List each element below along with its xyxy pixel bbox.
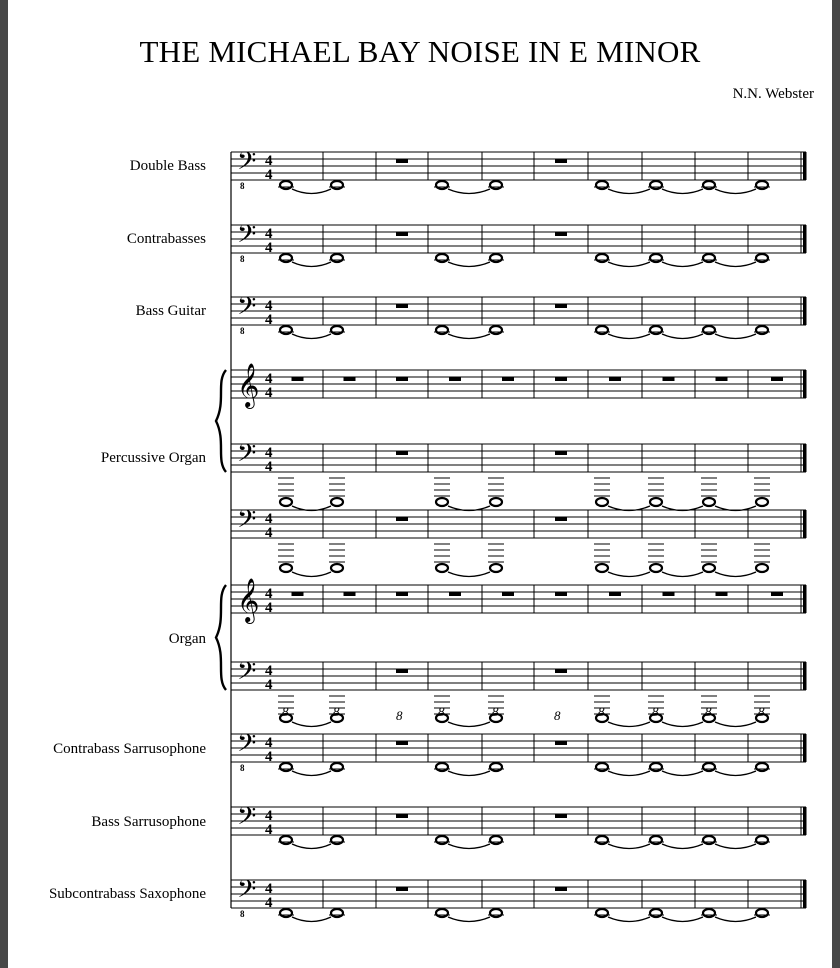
whole-note xyxy=(596,763,608,771)
whole-rest xyxy=(555,887,567,891)
tie-slur xyxy=(715,771,756,776)
tie-slur xyxy=(662,334,703,339)
whole-note xyxy=(756,254,768,262)
whole-note xyxy=(436,254,448,262)
tie-slur xyxy=(715,844,756,849)
ottava-8: 8 xyxy=(652,704,659,719)
tie-slur xyxy=(292,917,331,922)
time-signature-top: 4 xyxy=(265,663,273,679)
whole-note xyxy=(596,326,608,334)
time-signature-top: 4 xyxy=(265,298,273,314)
whole-note xyxy=(436,564,448,572)
whole-note xyxy=(331,326,343,334)
ottava-8: 8 xyxy=(758,704,765,719)
whole-note xyxy=(650,836,662,844)
ottava-8: 8 xyxy=(598,704,605,719)
tie-slur xyxy=(448,771,490,776)
ottava-8: 8 xyxy=(396,708,403,723)
time-signature-bottom: 4 xyxy=(265,822,273,838)
time-signature-bottom: 4 xyxy=(265,525,273,541)
instrument-label-organ: Organ xyxy=(168,631,206,647)
final-barline-thick xyxy=(803,807,807,835)
tie-slur xyxy=(662,262,703,267)
final-barline-thick xyxy=(803,662,807,690)
tie-slur xyxy=(608,189,650,194)
whole-rest xyxy=(502,377,514,381)
time-signature-top: 4 xyxy=(265,226,273,242)
tie-slur xyxy=(662,572,703,577)
whole-note xyxy=(596,181,608,189)
whole-note xyxy=(436,326,448,334)
whole-note xyxy=(650,254,662,262)
treble-clef-icon: 𝄞 xyxy=(237,365,260,407)
time-signature-bottom: 4 xyxy=(265,312,273,328)
whole-rest xyxy=(609,377,621,381)
whole-rest xyxy=(555,517,567,521)
whole-note xyxy=(331,254,343,262)
whole-note xyxy=(756,836,768,844)
whole-note xyxy=(490,909,502,917)
instrument-label-bass-sarrusophone: Bass Sarrusophone xyxy=(91,814,206,830)
final-barline-thick xyxy=(803,152,807,180)
tie-slur xyxy=(448,917,490,922)
ottava-8: 8 xyxy=(492,704,499,719)
tie-slur xyxy=(715,262,756,267)
final-barline-thick xyxy=(803,370,807,398)
time-signature-top: 4 xyxy=(265,586,273,602)
time-signature-top: 4 xyxy=(265,153,273,169)
whole-note xyxy=(331,564,343,572)
final-barline-thick xyxy=(803,444,807,472)
tie-slur xyxy=(292,844,331,849)
tie-slur xyxy=(448,844,490,849)
clef-octave-8: 8 xyxy=(240,763,245,773)
whole-rest xyxy=(716,592,728,596)
instrument-label-double-bass: Double Bass xyxy=(129,158,206,174)
whole-note xyxy=(756,498,768,506)
whole-rest xyxy=(502,592,514,596)
whole-rest xyxy=(396,304,408,308)
tie-slur xyxy=(715,917,756,922)
time-signature-top: 4 xyxy=(265,735,273,751)
time-signature-top: 4 xyxy=(265,371,273,387)
whole-rest xyxy=(555,232,567,236)
whole-note xyxy=(331,763,343,771)
ottava-8: 8 xyxy=(554,708,561,723)
whole-note xyxy=(280,909,292,917)
tie-slur xyxy=(448,189,490,194)
whole-note xyxy=(596,254,608,262)
whole-rest xyxy=(555,669,567,673)
instrument-label-subcontrabass-saxophone: Subcontrabass Saxophone xyxy=(48,886,206,902)
whole-rest xyxy=(555,451,567,455)
whole-note xyxy=(756,326,768,334)
tie-slur xyxy=(448,262,490,267)
whole-note xyxy=(490,763,502,771)
whole-note xyxy=(596,498,608,506)
whole-rest xyxy=(716,377,728,381)
whole-rest xyxy=(771,377,783,381)
final-barline-thick xyxy=(803,734,807,762)
whole-rest xyxy=(663,592,675,596)
tie-slur xyxy=(608,572,650,577)
whole-note xyxy=(703,836,715,844)
clef-octave-8: 8 xyxy=(240,909,245,919)
whole-note xyxy=(280,836,292,844)
tie-slur xyxy=(608,771,650,776)
tie-slur xyxy=(608,334,650,339)
bass-clef-icon: 𝄢 xyxy=(237,293,257,326)
instrument-label-contrabasses: Contrabasses xyxy=(126,231,206,247)
ottava-8: 8 xyxy=(705,704,712,719)
whole-note xyxy=(756,763,768,771)
whole-note xyxy=(703,254,715,262)
tie-slur xyxy=(608,917,650,922)
whole-note xyxy=(650,909,662,917)
clef-octave-8: 8 xyxy=(240,181,245,191)
whole-note xyxy=(756,909,768,917)
time-signature-bottom: 4 xyxy=(265,749,273,765)
whole-rest xyxy=(771,592,783,596)
whole-note xyxy=(490,498,502,506)
bass-clef-icon: 𝄢 xyxy=(237,730,257,763)
whole-rest xyxy=(396,741,408,745)
brace-organ xyxy=(216,585,226,690)
whole-note xyxy=(280,254,292,262)
whole-note xyxy=(490,564,502,572)
tie-slur xyxy=(608,844,650,849)
whole-note xyxy=(280,326,292,334)
whole-rest xyxy=(449,592,461,596)
whole-rest xyxy=(555,304,567,308)
whole-rest xyxy=(396,814,408,818)
clef-octave-8: 8 xyxy=(240,326,245,336)
whole-note xyxy=(331,498,343,506)
bass-clef-icon: 𝄢 xyxy=(237,876,257,909)
tie-slur xyxy=(715,334,756,339)
whole-rest xyxy=(396,592,408,596)
whole-note xyxy=(436,836,448,844)
whole-note xyxy=(331,909,343,917)
tie-slur xyxy=(662,917,703,922)
whole-note xyxy=(436,763,448,771)
final-barline-thick xyxy=(803,297,807,325)
whole-note xyxy=(280,564,292,572)
tie-slur xyxy=(292,722,331,727)
whole-note xyxy=(331,836,343,844)
whole-note xyxy=(490,836,502,844)
whole-note xyxy=(331,181,343,189)
treble-clef-icon: 𝄞 xyxy=(237,580,260,622)
whole-note xyxy=(596,909,608,917)
whole-note xyxy=(756,181,768,189)
time-signature-bottom: 4 xyxy=(265,459,273,475)
ottava-8: 8 xyxy=(438,704,445,719)
bass-clef-icon: 𝄢 xyxy=(237,658,257,691)
whole-rest xyxy=(396,159,408,163)
whole-note xyxy=(280,498,292,506)
time-signature-bottom: 4 xyxy=(265,895,273,911)
whole-note xyxy=(703,763,715,771)
whole-rest xyxy=(555,592,567,596)
tie-slur xyxy=(608,722,650,727)
final-barline-thick xyxy=(803,880,807,908)
ottava-8: 8 xyxy=(282,704,289,719)
score-system xyxy=(8,0,832,968)
whole-rest xyxy=(344,592,356,596)
instrument-label-bass-guitar: Bass Guitar xyxy=(135,303,206,319)
whole-note xyxy=(280,763,292,771)
whole-note xyxy=(650,564,662,572)
bass-clef-icon: 𝄢 xyxy=(237,803,257,836)
whole-note xyxy=(756,564,768,572)
whole-rest xyxy=(449,377,461,381)
final-barline-thick xyxy=(803,585,807,613)
time-signature-bottom: 4 xyxy=(265,385,273,401)
time-signature-bottom: 4 xyxy=(265,167,273,183)
whole-note xyxy=(703,326,715,334)
whole-note xyxy=(436,181,448,189)
whole-rest xyxy=(396,887,408,891)
whole-note xyxy=(490,181,502,189)
whole-note xyxy=(596,564,608,572)
tie-slur xyxy=(662,844,703,849)
bass-clef-icon: 𝄢 xyxy=(237,440,257,473)
time-signature-top: 4 xyxy=(265,511,273,527)
clef-octave-8: 8 xyxy=(240,254,245,264)
tie-slur xyxy=(448,722,490,727)
whole-rest xyxy=(555,377,567,381)
score-page xyxy=(8,0,832,968)
tie-slur xyxy=(662,189,703,194)
whole-note xyxy=(596,836,608,844)
time-signature-top: 4 xyxy=(265,881,273,897)
whole-note xyxy=(703,181,715,189)
whole-note xyxy=(436,498,448,506)
whole-rest xyxy=(292,592,304,596)
bass-clef-icon: 𝄢 xyxy=(237,221,257,254)
whole-note xyxy=(650,326,662,334)
tie-slur xyxy=(292,771,331,776)
whole-rest xyxy=(396,232,408,236)
time-signature-top: 4 xyxy=(265,445,273,461)
whole-rest xyxy=(396,669,408,673)
tie-slur xyxy=(662,722,703,727)
score-title: THE MICHAEL BAY NOISE IN E MINOR xyxy=(139,34,701,69)
whole-rest xyxy=(555,159,567,163)
whole-rest xyxy=(396,517,408,521)
final-barline-thick xyxy=(803,225,807,253)
tie-slur xyxy=(292,334,331,339)
tie-slur xyxy=(608,262,650,267)
tie-slur xyxy=(292,262,331,267)
brace-percussive-organ xyxy=(216,370,226,472)
ottava-8: 8 xyxy=(333,704,340,719)
whole-note xyxy=(280,181,292,189)
tie-slur xyxy=(448,572,490,577)
whole-rest xyxy=(555,814,567,818)
tie-slur xyxy=(448,334,490,339)
time-signature-bottom: 4 xyxy=(265,240,273,256)
whole-rest xyxy=(344,377,356,381)
tie-slur xyxy=(715,189,756,194)
whole-note xyxy=(490,326,502,334)
whole-note xyxy=(650,181,662,189)
time-signature-bottom: 4 xyxy=(265,677,273,693)
tie-slur xyxy=(715,572,756,577)
time-signature-top: 4 xyxy=(265,808,273,824)
tie-slur xyxy=(292,189,331,194)
tie-slur xyxy=(292,572,331,577)
whole-note xyxy=(703,909,715,917)
final-barline-thick xyxy=(803,510,807,538)
composer-name: N.N. Webster xyxy=(732,86,814,102)
whole-note xyxy=(703,564,715,572)
tie-slur xyxy=(662,771,703,776)
time-signature-bottom: 4 xyxy=(265,600,273,616)
whole-rest xyxy=(555,741,567,745)
whole-note xyxy=(436,909,448,917)
whole-note xyxy=(703,498,715,506)
whole-note xyxy=(650,763,662,771)
instrument-label-percussive-organ: Percussive Organ xyxy=(100,450,206,466)
whole-rest xyxy=(609,592,621,596)
whole-note xyxy=(490,254,502,262)
whole-rest xyxy=(663,377,675,381)
bass-clef-icon: 𝄢 xyxy=(237,148,257,181)
whole-rest xyxy=(396,451,408,455)
bass-clef-icon: 𝄢 xyxy=(237,506,257,539)
whole-note xyxy=(650,498,662,506)
instrument-label-contrabass-sarrusophone: Contrabass Sarrusophone xyxy=(53,741,206,757)
whole-rest xyxy=(292,377,304,381)
whole-rest xyxy=(396,377,408,381)
tie-slur xyxy=(715,722,756,727)
